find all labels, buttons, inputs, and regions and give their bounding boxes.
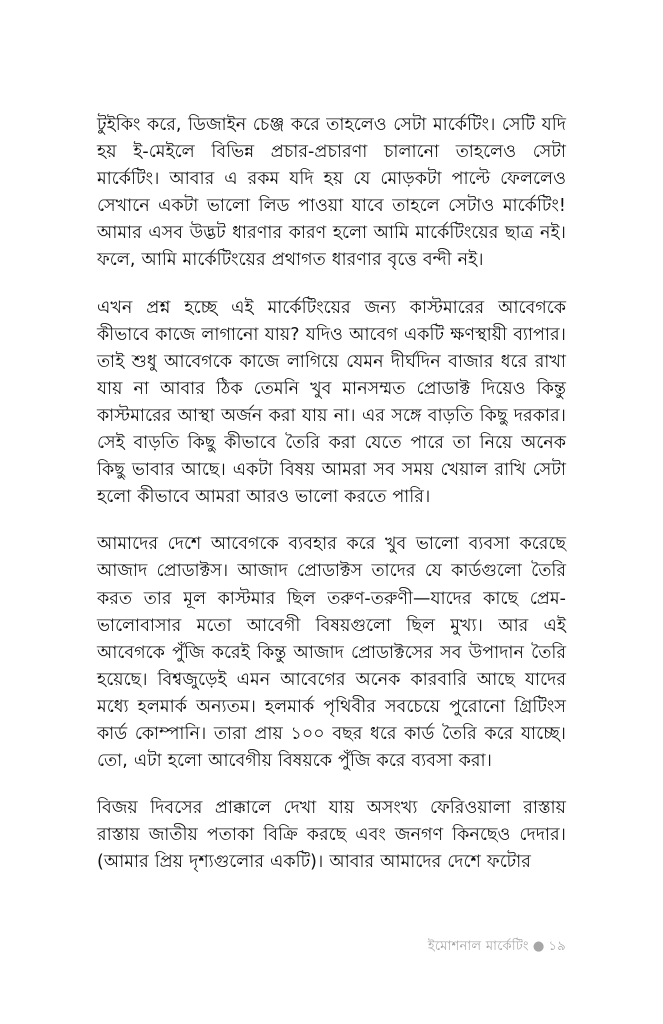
body-paragraph-4: বিজয় দিবসের প্রাক্কালে দেখা যায় অসংখ্য ফেরিওয়ালা রাস্তায় রাস্তায় জাতীয় পতাকা বিক্রি করছে এবং জনগণ কিনছেও দেদার। (আমার প্রিয় দৃশ্যগুলোর একটি)। আবার আমাদের দেশে ফটোর: [97, 798, 566, 873]
body-paragraph-3: আমাদের দেশে আবেগকে ব্যবহার করে খুব ভালো ব্যবসা করেছে আজাদ প্রোডাক্টস। আজাদ প্রোডাক্টস তাদের যে কার্ডগুলো তৈরি করত তার মূল কাস্টমার ছিল তরুণ-তরুণী—যাদের কাছে প্রেম-ভালোবাসার মতো আবেগী বিষয়গুলো ছিল মুখ্য। আর এই আবেগকে পুঁজি করেই কিন্তু আজাদ প্রোডাক্টসের সব উপাদান তৈরি হয়েছে। বিশ্বজুড়েই এমন আবেগের অনেক কারবারি আছে যাদের মধ্যে হলমার্ক অন্যতম। হলমার্ক পৃথিবীর সবচেয়ে পুরোনো গ্রিটিংস কার্ড কোম্পানি। তারা প্রায় ১০০ বছর ধরে কার্ড তৈরি করে যাচ্ছে। তো, এটা হলো আবেগীয় বিষয়কে পুঁজি করে ব্যবসা করা।: [97, 534, 566, 772]
page-footer: [97, 938, 566, 956]
footer-separator-bullet: ●: [532, 939, 545, 954]
page-text-column: [97, 112, 566, 876]
footer-book-title: ইমোশনাল মার্কেটিং: [427, 939, 529, 954]
body-paragraph-2: এখন প্রশ্ন হচ্ছে এই মার্কেটিংয়ের জন্য কাস্টমারের আবেগকে কীভাবে কাজে লাগানো যায়? যদিও আবেগ একটি ক্ষণস্থায়ী ব্যাপার। তাই শুধু আবেগকে কাজে লাগিয়ে যেমন দীর্ঘদিন বাজার ধরে রাখা যায় না আবার ঠিক তেমনি খুব মানসম্মত প্রোডাক্ট দিয়েও কিন্তু কাস্টমারের আস্থা অর্জন করা যায় না। এর সঙ্গে বাড়তি কিছু দরকার। সেই বাড়তি কিছু কীভাবে তৈরি করা যেতে পারে তা নিয়ে অনেক কিছু ভাবার আছে। একটা বিষয় আমরা সব সময় খেয়াল রাখি সেটা হলো কীভাবে আমরা আরও ভালো করতে পারি।: [97, 297, 566, 508]
body-paragraph-1: টুইকিং করে, ডিজাইন চেঞ্জ করে তাহলেও সেটা মার্কেটিং। সেটি যদি হয় ই-মেইলে বিভিন্ন প্রচার-প্রচারণা চালানো তাহলেও সেটা মার্কেটিং। আবার এ রকম যদি হয় যে মোড়কটা পাল্টে ফেললেও সেখানে একটা ভালো লিড পাওয়া যাবে তাহলে সেটাও মার্কেটিং! আমার এসব উদ্ভট ধারণার কারণ হলো আমি মার্কেটিংয়ের ছাত্র নই। ফলে, আমি মার্কেটিংয়ের প্রথাগত ধারণার বৃত্তে বন্দী নই।: [97, 115, 566, 271]
footer-page-number: ১৯: [548, 939, 566, 954]
